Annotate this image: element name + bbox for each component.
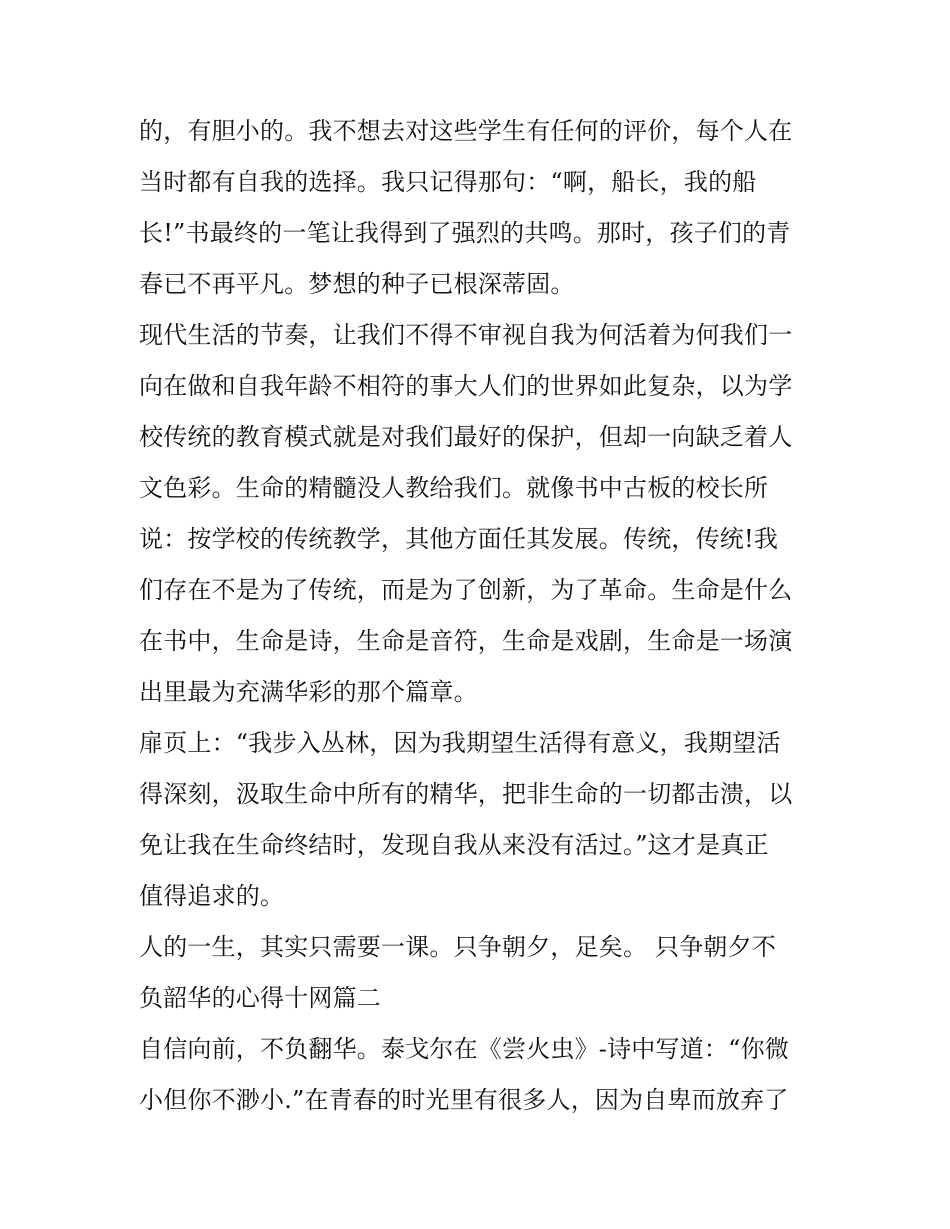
text-line: 扉页上：“我步入丛林，因为我期望生活得有意义，我期望活 — [139, 729, 781, 757]
text-line: 小但你不渺小.”在青春的时光里有很多人，因为自卑而放弃了 — [139, 1086, 789, 1114]
text-line: 值得追求的。 — [139, 882, 285, 910]
text-line: 人的一生，其实只需要一课。只争朝夕，足矣。 只争朝夕不 — [139, 933, 777, 961]
document-body — [139, 106, 819, 1126]
text-line: 免让我在生命终结时，发现自我从来没有活过。”这才是真正 — [139, 831, 769, 859]
text-line: 自信向前，不负翻华。泰戈尔在《尝火虫》-诗中写道：“你微 — [139, 1035, 789, 1063]
text-line: 向在做和自我年龄不相符的事大人们的世界如此复杂，以为学 — [139, 372, 793, 400]
text-line: 春已不再平凡。梦想的种子已根深蒂固。 — [139, 270, 575, 298]
text-line: 得深刻，汲取生命中所有的精华，把非生命的一切都击溃，以 — [139, 780, 793, 808]
text-line: 长!”书最终的一笔让我得到了强烈的共鸣。那时，孩子们的青 — [139, 219, 791, 247]
text-line: 负韶华的心得十网篇二 — [139, 984, 381, 1012]
text-line: 们存在不是为了传统，而是为了创新，为了革命。生命是什么 — [139, 576, 793, 604]
text-line: 的，有胆小的。我不想去对这些学生有任何的评价，每个人在 — [139, 117, 793, 145]
text-line: 现代生活的节奏，让我们不得不审视自我为何活着为何我们一 — [139, 321, 793, 349]
text-line: 文色彩。生命的精髓没人教给我们。就像书中古板的校长所 — [139, 474, 769, 502]
text-line: 校传统的教育模式就是对我们最好的保护，但却一向缺乏着人 — [139, 423, 793, 451]
text-line: 出里最为充满华彩的那个篇章。 — [139, 678, 478, 706]
text-line: 当时都有自我的选择。我只记得那句：“啊，船长，我的船 — [139, 168, 757, 196]
text-line: 在书中，生命是诗，生命是音符，生命是戏剧，生命是一场演 — [139, 627, 793, 655]
text-line: 说：按学校的传统教学，其他方面任其发展。传统，传统!我 — [139, 525, 779, 553]
